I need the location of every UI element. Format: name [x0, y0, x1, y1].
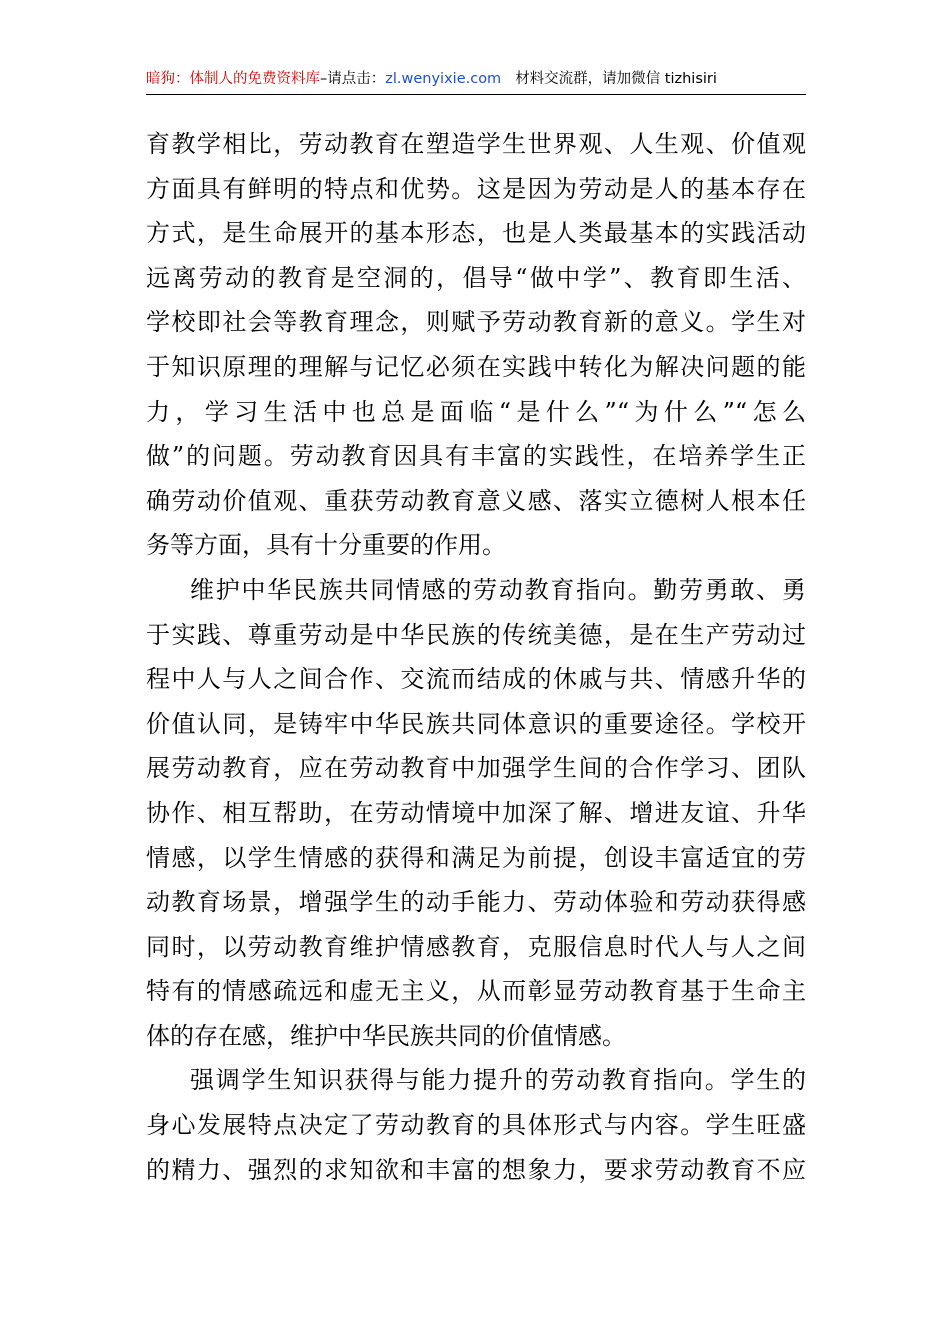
text-line: 务等方面，具有十分重要的作用。: [146, 531, 506, 560]
text-line: 同时，以劳动教育维护情感教育，克服信息时代人与人之间: [146, 932, 806, 961]
paragraph-1: [146, 122, 806, 568]
paragraph-3: [146, 1058, 806, 1192]
header-site-name: 暗狗：体制人的免费资料库: [146, 71, 320, 87]
text-line: 维护中华民族共同情感的劳动教育指向。勤劳勇敢、勇: [190, 575, 806, 604]
header-click-prompt: –请点击：: [320, 71, 386, 87]
text-line: 体的存在感，维护中华民族共同的价值情感。: [146, 1021, 626, 1050]
header-divider: [146, 94, 806, 95]
text-line: 育教学相比，劳动教育在塑造学生世界观、人生观、价值观: [146, 130, 806, 158]
text-line: 特有的情感疏远和虚无主义，从而彰显劳动教育基于生命主: [146, 977, 806, 1006]
text-line: 强调学生知识获得与能力提升的劳动教育指向。学生的: [190, 1066, 806, 1095]
text-line: 做”的问题。劳动教育因具有丰富的实践性，在培养学生正: [146, 442, 806, 471]
page-header: [146, 66, 806, 92]
document-body: [146, 122, 806, 1192]
header-wechat-note: 材料交流群，请加微信 tizhisiri: [515, 71, 717, 87]
text-line: 确劳动价值观、重获劳动教育意义感、落实立德树人根本任: [146, 486, 806, 515]
text-line: 价值认同，是铸牢中华民族共同体意识的重要途径。学校开: [146, 709, 806, 738]
text-line: 力，学习生活中也总是面临“是什么”“为什么”“怎么: [146, 397, 806, 426]
paragraph-2: [146, 568, 806, 1059]
text-line: 方式，是生命展开的基本形态，也是人类最基本的实践活动: [146, 219, 806, 248]
text-line: 协作、相互帮助，在劳动情境中加深了解、增进友谊、升华: [146, 798, 806, 827]
text-line: 于实践、尊重劳动是中华民族的传统美德，是在生产劳动过: [146, 620, 806, 649]
text-line: 身心发展特点决定了劳动教育的具体形式与内容。学生旺盛: [146, 1111, 806, 1140]
text-line: 远离劳动的教育是空洞的，倡导“做中学”、教育即生活、: [146, 263, 806, 292]
text-line: 学校即社会等教育理念，则赋予劳动教育新的意义。学生对: [146, 308, 806, 337]
text-line: 动教育场景，增强学生的动手能力、劳动体验和劳动获得感: [146, 888, 806, 917]
text-line: 方面具有鲜明的特点和优势。这是因为劳动是人的基本存在: [146, 174, 806, 203]
text-line: 于知识原理的理解与记忆必须在实践中转化为解决问题的能: [146, 352, 806, 381]
text-line: 的精力、强烈的求知欲和丰富的想象力，要求劳动教育不应: [146, 1155, 806, 1184]
text-line: 程中人与人之间合作、交流而结成的休戚与共、情感升华的: [146, 665, 806, 694]
text-line: 展劳动教育，应在劳动教育中加强学生间的合作学习、团队: [146, 754, 806, 783]
text-line: 情感，以学生情感的获得和满足为前提，创设丰富适宜的劳: [146, 843, 806, 872]
header-link[interactable]: zl.wenyixie.com: [385, 71, 502, 87]
